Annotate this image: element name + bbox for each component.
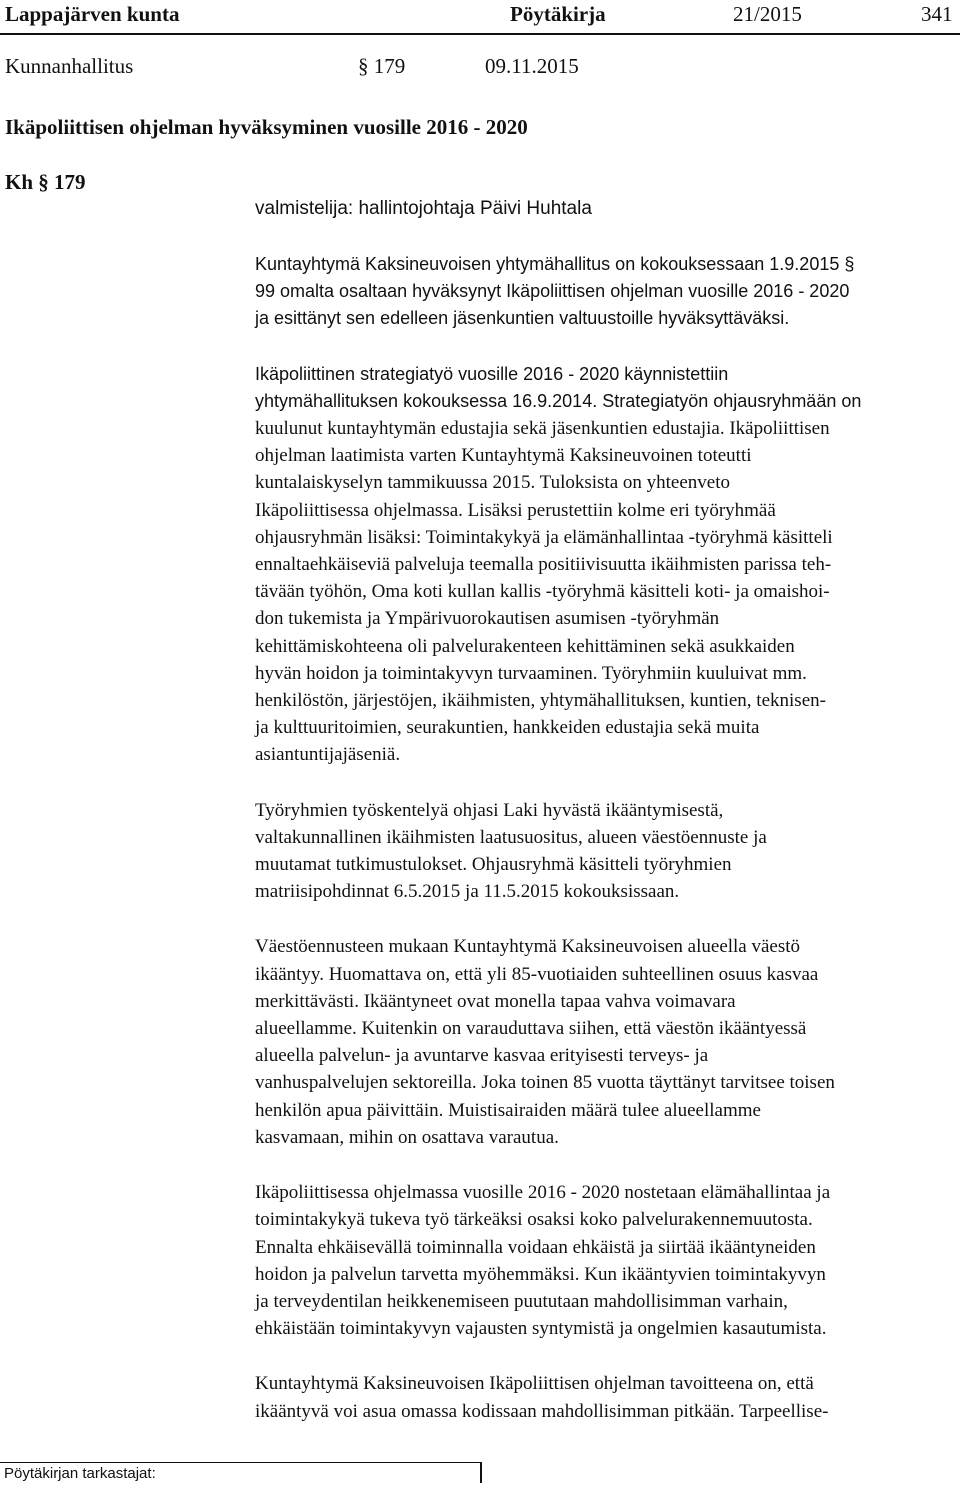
paragraph-4: [255, 933, 955, 1151]
text-line: ohjelman laatimista varten Kuntayhtymä Kaksineuvoinen toteutti: [255, 445, 752, 467]
text-line: toimintakykyä tukeva työ tärkeäksi osaksi koko palvelurakennemuutosta.: [255, 1209, 813, 1231]
text-line: kuulunut kuntayhtymän edustajia sekä jäsenkuntien edustajia. Ikäpoliittisen: [255, 418, 830, 440]
municipality-name: Lappajärven kunta: [5, 2, 180, 26]
text-line: muutamat tutkimustulokset. Ohjausryhmä käsitteli työryhmien: [255, 854, 732, 876]
text-line: asiantuntijajäseniä.: [255, 744, 401, 766]
text-line: yhtymähallituksen kokouksessa 16.9.2014. Strategiatyön ohjausryhmään on: [255, 390, 862, 411]
text-line: Kuntayhtymä Kaksineuvoisen yhtymähallitus on kokouksessaan 1.9.2015 §: [255, 254, 855, 274]
text-line: Ikäpoliittinen strategiatyö vuosille 2016 - 2020 käynnistettiin: [255, 363, 729, 384]
page-title: Ikäpoliittisen ohjelman hyväksyminen vuosille 2016 - 2020: [5, 115, 528, 139]
governing-body: Kunnanhallitus: [5, 54, 134, 78]
text-line: Ennalta ehkäisevällä toiminnalla voidaan ehkäistä ja siirtää ikääntyneiden: [255, 1236, 816, 1258]
text-line: kuntalaiskyselyn tammikuussa 2015. Tuloksista on yhteenveto: [255, 472, 730, 494]
text-line: ja esittänyt sen edelleen jäsenkuntien valtuustoille hyväksyttäväksi.: [255, 308, 790, 329]
reviewers-label: Pöytäkirjan tarkastajat:: [4, 1465, 156, 1482]
text-line: ehkäistään toimintakyvyn vajausten syntymistä ja ongelmien kasautumista.: [255, 1318, 827, 1340]
section-label: Kh § 179: [5, 170, 86, 194]
text-line: Ikäpoliittisessa ohjelmassa. Lisäksi perustettiin kolme eri työryhmää: [255, 499, 776, 521]
text-line: Kuntayhtymä Kaksineuvoisen Ikäpoliittisen ohjelman tavoitteena on, että: [255, 1373, 814, 1395]
page-number: 341: [921, 2, 953, 26]
text-line: alueella palvelun- ja avuntarve kasvaa erityisesti terveys- ja: [255, 1045, 709, 1067]
text-line: Ikäpoliittisessa ohjelmassa vuosille 2016 - 2020 nostetaan elämähallintaa ja: [255, 1182, 831, 1204]
text-line: ennaltaehkäiseviä palveluja teemalla positiivisuutta ikäihmisten parissa teh-: [255, 554, 832, 576]
text-line: ikääntyy. Huomattava on, että yli 85-vuotiaiden suhteellinen osuus kasvaa: [255, 963, 819, 985]
text-line: ohjausryhmän lisäksi: Toimintakykyä ja elämänhallintaa -työryhmä käsitteli: [255, 526, 833, 548]
text-line: hoidon ja palvelun tarvetta myöhemmäksi. Kun ikääntyvien toimintakyvyn: [255, 1263, 826, 1285]
preparer-line: valmistelija: hallintojohtaja Päivi Huhtala: [255, 198, 592, 219]
text-line: ikääntyvä voi asua omassa kodissaan mahdollisimman pitkään. Tarpeellise-: [255, 1400, 829, 1422]
text-line: ja terveydentilan heikkenemiseen puututaan mahdollisimman varhain,: [255, 1290, 788, 1312]
text-line: vanhuspalvelujen sektoreilla. Joka toinen 85 vuotta täyttänyt tarvitsee toisen: [255, 1072, 835, 1094]
text-line: 99 omalta osaltaan hyväksynyt Ikäpoliittisen ohjelman vuosille 2016 - 2020: [255, 281, 850, 302]
document-number: 21/2015: [733, 2, 802, 26]
paragraph-1: [255, 251, 955, 333]
meeting-date: 09.11.2015: [485, 54, 579, 78]
paragraph-5: [255, 1179, 955, 1342]
text-line: kasvamaan, mihin on osattava varautua.: [255, 1126, 559, 1148]
paragraph-2: [255, 361, 955, 769]
text-line: henkilöstön, järjestöjen, ikäihmisten, yhtymähallituksen, kuntien, teknisen-: [255, 690, 826, 712]
document-type: Pöytäkirja: [510, 2, 606, 26]
text-line: kehittämiskohteena oli palvelurakenteen kehittäminen sekä asukkaiden: [255, 635, 795, 657]
text-line: Väestöennusteen mukaan Kuntayhtymä Kaksineuvoisen alueella väestö: [255, 936, 801, 958]
section-reference: § 179: [358, 54, 406, 78]
text-line: hyvän hoidon ja toimintakyvyn turvaaminen. Työryhmiin kuuluivat mm.: [255, 662, 807, 684]
paragraph-6: [255, 1370, 955, 1424]
text-line: tävään työhön, Oma koti kullan kallis -työryhmä käsitteli koti- ja omaishoi-: [255, 581, 830, 603]
text-line: Työryhmien työskentelyä ohjasi Laki hyvästä ikääntymisestä,: [255, 799, 724, 821]
text-line: don tukemista ja Ympärivuorokautisen asumisen -työryhmän: [255, 608, 720, 630]
document-body: [255, 251, 955, 1453]
text-line: henkilön apua päivittäin. Muistisairaiden määrä tulee alueellamme: [255, 1099, 761, 1121]
text-line: valtakunnallinen ikäihmisten laatusuositus, alueen väestöennuste ja: [255, 826, 767, 848]
text-line: matriisipohdinnat 6.5.2015 ja 11.5.2015 kokouksissaan.: [255, 881, 680, 903]
paragraph-3: [255, 797, 955, 906]
reviewers-signature-box: [0, 1462, 482, 1483]
text-line: merkittävästi. Ikääntyneet ovat monella tapaa vahva voimavara: [255, 990, 736, 1012]
header-rule: [0, 33, 960, 35]
text-line: ja kulttuuritoimien, seurakuntien, hankkeiden edustajia sekä muita: [255, 717, 760, 739]
text-line: alueellamme. Kuitenkin on varauduttava siihen, että väestön ikääntyessä: [255, 1018, 807, 1040]
